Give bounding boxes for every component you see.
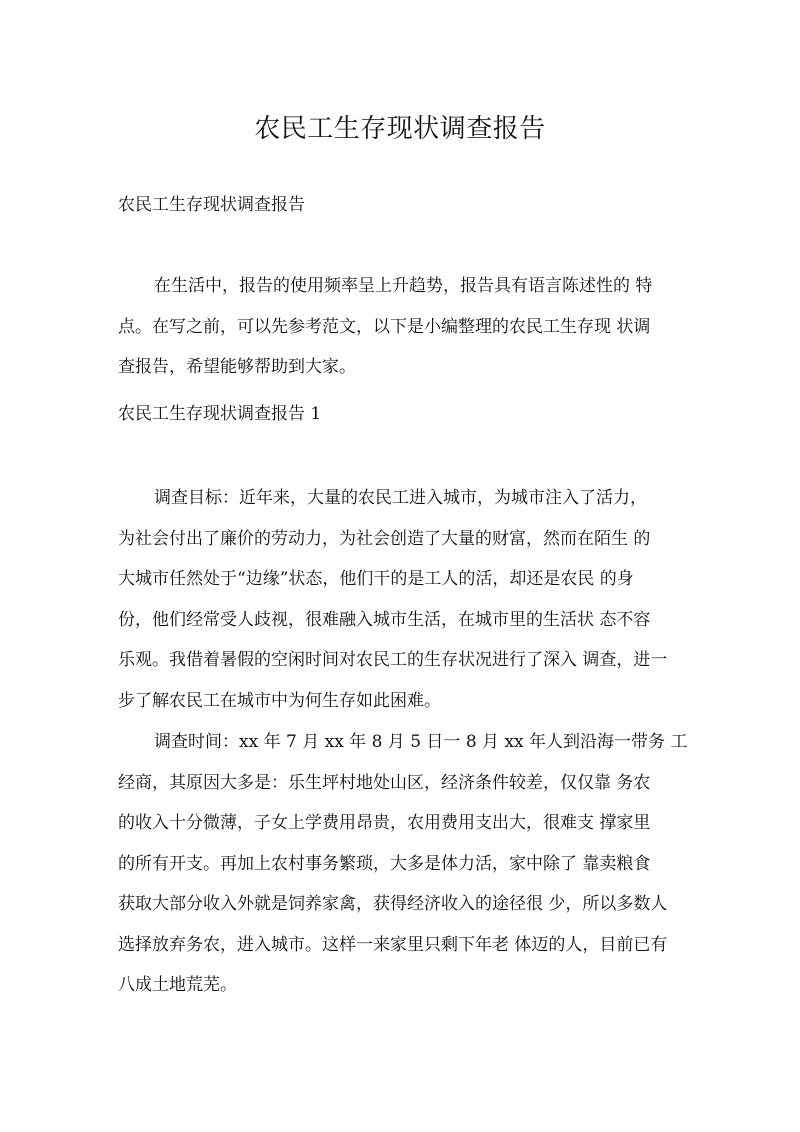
paragraph-line: 乐观。我借着暑假的空闲时间对农民工的生存状况进行了深入 调查，进一 <box>118 650 668 670</box>
paragraph-line: 调查目标：近年来，大量的农民工进入城市，为城市注入了活力， <box>154 488 647 508</box>
paragraph-line: 查报告，希望能够帮助到大家。 <box>118 357 356 377</box>
document-subtitle: 农民工生存现状调查报告 <box>118 195 305 215</box>
paragraph-line: 获取大部分收入外就是饲养家禽，获得经济收入的途径很 少，所以多数人 <box>118 894 668 914</box>
paragraph-line: 在生活中，报告的使用频率呈上升趋势，报告具有语言陈述性的 特 <box>154 276 653 296</box>
paragraph-line: 的所有开支。再加上农村事务繁琐，大多是体力活，家中除了 靠卖粮食 <box>118 853 651 874</box>
paragraph-line: 份，他们经常受人歧视，很难融入城市生活，在城市里的生活状 态不容 <box>118 609 651 630</box>
goal-paragraph <box>118 478 690 721</box>
intro-paragraph <box>118 266 690 388</box>
paragraph-line: 调查时间：xx 年 7 月 xx 年 8 月 5 日一 8 月 xx 年人到沿海一带务 工 <box>154 732 688 752</box>
document-title: 农民工生存现状调查报告 <box>254 114 546 144</box>
time-paragraph <box>118 722 690 1006</box>
paragraph-line: 八成土地荒芜。 <box>118 975 237 995</box>
paragraph-line: 步了解农民工在城市中为何生存如此困难。 <box>118 690 441 711</box>
paragraph-line: 经商，其原因大多是：乐生坪村地处山区，经济条件较差，仅仅靠 务农 <box>118 772 651 793</box>
paragraph-line: 点。在写之前，可以先参考范文，以下是小编整理的农民工生存现 状调 <box>118 316 651 337</box>
paragraph-line: 大城市任然处于“边缘”状态，他们干的是工人的活，却还是农民 的身 <box>118 569 634 589</box>
section-heading: 农民工生存现状调查报告 1 <box>118 404 322 424</box>
paragraph-line: 的收入十分微薄，子女上学费用昂贵，农用费用支出大，很难支 撑家里 <box>118 813 651 833</box>
paragraph-line: 选择放弃务农，进入城市。这样一来家里只剩下年老 体迈的人，目前已有 <box>118 934 668 955</box>
paragraph-line: 为社会付出了廉价的劳动力，为社会创造了大量的财富，然而在陌生 的 <box>118 528 651 549</box>
